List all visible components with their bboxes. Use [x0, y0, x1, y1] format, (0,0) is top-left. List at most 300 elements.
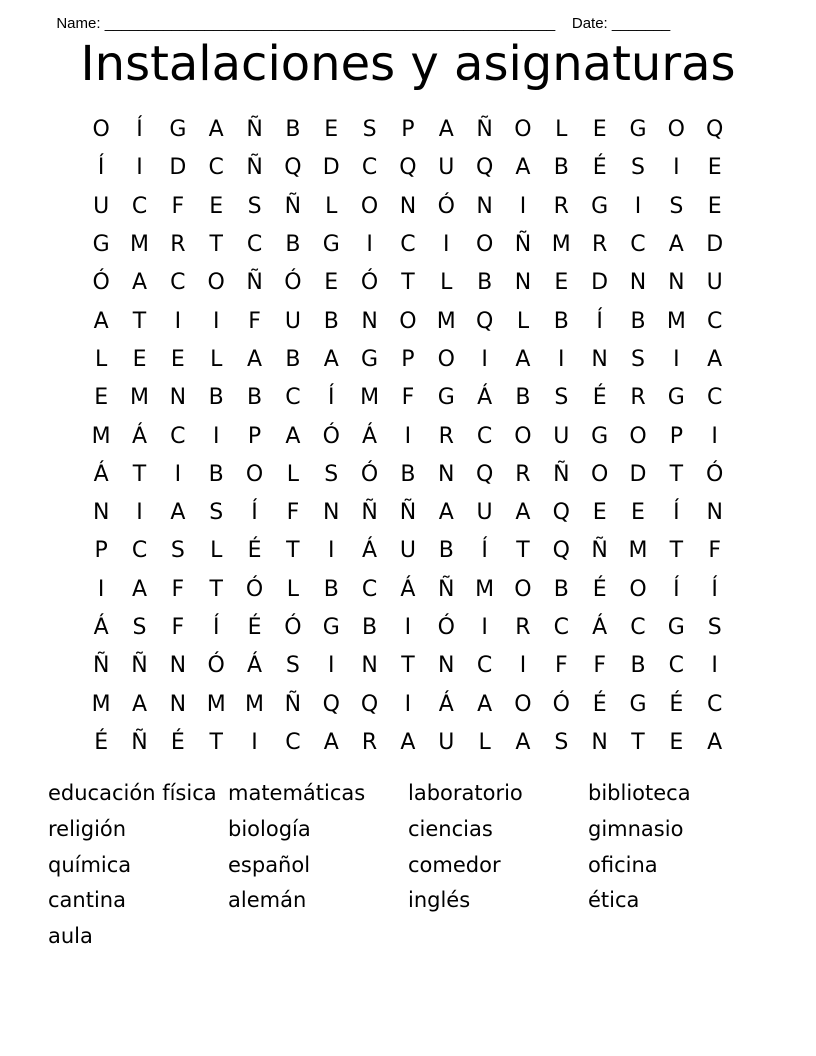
grid-letter: Ó [706, 461, 724, 487]
grid-letter: A [131, 691, 148, 717]
grid-letter: M [91, 691, 111, 717]
grid-letter: N [361, 308, 378, 334]
grid-letter: S [631, 155, 645, 181]
grid-letter: Ñ [246, 117, 263, 143]
grid-letter: S [324, 461, 339, 487]
grid-letter: C [706, 385, 723, 411]
grid-letter: Ñ [476, 117, 493, 143]
grid-letter: Í [212, 615, 220, 640]
grid-letter: A [400, 729, 416, 755]
grid-letter: G [322, 232, 340, 258]
grid-letter: E [707, 155, 722, 181]
grid-row [82, 379, 742, 417]
grid-letter: R [630, 385, 646, 411]
grid-letter: E [631, 500, 645, 526]
grid-letter: T [286, 538, 300, 564]
grid-letter: M [475, 576, 495, 602]
grid-letter: N [438, 653, 455, 679]
grid-row [82, 264, 742, 302]
grid-letter: I [366, 232, 373, 258]
grid-letter: B [285, 232, 301, 258]
grid-letter: T [209, 232, 223, 258]
grid-letter: O [207, 270, 225, 296]
grid-letter: I [481, 615, 488, 640]
grid-letter: B [323, 308, 339, 334]
grid-letter: F [286, 500, 300, 526]
grid-letter: C [361, 155, 378, 181]
grid-letter: C [170, 270, 186, 296]
grid-letter: I [558, 346, 565, 372]
grid-letter: O [629, 576, 647, 602]
grid-letter: G [591, 423, 609, 449]
grid-letter: I [212, 423, 220, 449]
grid-letter: Ó [322, 423, 340, 449]
word-bank-item: matemáticas [228, 781, 366, 805]
grid-letter: Á [247, 653, 263, 679]
grid-letter: U [438, 155, 455, 181]
grid-letter: S [631, 346, 645, 372]
grid-letter: Ó [360, 461, 379, 487]
grid-letter: I [136, 155, 143, 181]
grid-letter: T [132, 461, 147, 487]
grid-letter: R [361, 729, 378, 755]
grid-letter: C [208, 155, 224, 181]
grid-letter: G [591, 193, 609, 219]
grid-letter: F [171, 193, 185, 219]
grid-letter: B [285, 117, 301, 143]
grid-letter: Ñ [131, 653, 148, 679]
grid-letter: A [247, 346, 263, 372]
grid-letter: Q [552, 538, 570, 564]
grid-letter: A [515, 155, 531, 181]
grid-letter: I [404, 615, 412, 640]
grid-letter: P [94, 538, 108, 564]
grid-row [82, 456, 742, 494]
grid-letter: E [324, 270, 339, 296]
grid-letter: É [170, 729, 185, 755]
grid-letter: B [630, 308, 646, 334]
grid-letter: Q [399, 155, 417, 181]
grid-letter: S [170, 538, 185, 564]
grid-letter: Q [475, 461, 494, 487]
word-bank-item: religión [48, 816, 127, 841]
grid-letter: E [707, 193, 722, 219]
grid-letter: Á [592, 615, 608, 640]
grid-letter: F [593, 653, 606, 679]
grid-letter: I [673, 155, 680, 181]
grid-letter: D [169, 155, 187, 181]
grid-letter: I [97, 576, 105, 602]
grid-row [82, 724, 742, 762]
grid-letter: L [440, 270, 453, 296]
grid-letter: R [438, 423, 454, 449]
grid-letter: M [360, 385, 380, 411]
grid-letter: M [436, 308, 456, 334]
grid-letter: I [443, 232, 450, 258]
grid-letter: F [401, 385, 415, 411]
grid-letter: Í [673, 576, 680, 602]
grid-letter: C [706, 308, 723, 334]
grid-letter: S [554, 729, 569, 755]
grid-letter: N [591, 346, 608, 372]
grid-letter: N [706, 500, 723, 526]
grid-letter: P [669, 423, 683, 449]
grid-letter: Í [327, 385, 335, 411]
grid-letter: F [171, 615, 185, 640]
grid-letter: O [437, 346, 455, 372]
grid-letter: E [324, 117, 339, 143]
word-bank-item: ciencias [408, 816, 493, 841]
grid-letter: R [515, 461, 531, 487]
grid-letter: A [438, 500, 454, 526]
grid-letter: C [246, 232, 263, 258]
grid-letter: A [170, 500, 186, 526]
grid-letter: A [323, 346, 339, 372]
grid-letter: G [322, 615, 340, 640]
grid-letter: Ñ [92, 653, 110, 679]
grid-letter: É [592, 691, 607, 717]
grid-letter: G [437, 385, 455, 411]
grid-letter: I [174, 461, 182, 487]
grid-letter: A [438, 117, 454, 143]
grid-letter: L [210, 538, 223, 564]
grid-letter: I [327, 653, 335, 679]
grid-letter: N [668, 270, 685, 296]
grid-letter: M [666, 308, 686, 334]
grid-letter: A [477, 691, 493, 717]
grid-row [82, 188, 742, 226]
word-bank-item: inglés [408, 888, 471, 913]
grid-letter: S [285, 653, 300, 679]
grid-letter: N [361, 653, 378, 679]
grid-letter: S [362, 117, 377, 143]
grid-letter: P [401, 346, 415, 372]
grid-letter: P [247, 423, 262, 449]
grid-letter: Í [251, 500, 258, 526]
grid-letter: A [707, 729, 723, 755]
grid-letter: A [131, 576, 148, 602]
grid-letter: L [478, 729, 491, 755]
grid-letter: Á [477, 385, 493, 411]
grid-letter: Á [438, 691, 454, 717]
grid-letter: E [592, 117, 607, 143]
word-bank-item: oficina [588, 852, 658, 877]
grid-letter: Ó [284, 615, 302, 640]
grid-letter: R [515, 615, 531, 640]
grid-letter: Ó [360, 270, 379, 296]
grid-letter: Í [673, 500, 680, 526]
grid-letter: L [286, 576, 300, 602]
grid-letter: E [209, 193, 224, 219]
grid-letter: Q [475, 155, 494, 181]
grid-letter: I [481, 346, 488, 372]
grid-letter: S [707, 615, 722, 640]
grid-letter: Á [93, 461, 109, 487]
grid-letter: T [669, 461, 684, 487]
grid-letter: I [634, 193, 642, 219]
grid-row [82, 302, 742, 340]
grid-letter: Ó [207, 653, 225, 679]
grid-letter: I [212, 308, 220, 334]
grid-letter: Ó [284, 270, 302, 296]
grid-letter: Ó [245, 576, 264, 602]
grid-letter: U [399, 538, 416, 564]
grid-letter: N [629, 270, 647, 296]
grid-row [82, 111, 742, 149]
grid-letter: N [399, 193, 417, 219]
grid-letter: Í [136, 117, 143, 143]
word-bank [48, 776, 768, 955]
grid-letter: B [323, 576, 339, 602]
grid-letter: M [130, 232, 149, 258]
grid-letter: É [94, 729, 109, 755]
grid-letter: B [477, 270, 493, 296]
grid-letter: A [707, 346, 723, 372]
grid-letter: Ñ [246, 155, 263, 181]
grid-letter: C [131, 538, 148, 564]
grid-letter: Í [596, 308, 603, 334]
grid-letter: C [630, 232, 646, 258]
grid-letter: R [170, 232, 186, 258]
grid-letter: Ñ [438, 576, 455, 602]
grid-letter: Á [362, 423, 378, 449]
grid-letter: L [210, 346, 223, 372]
grid-letter: É [592, 576, 607, 602]
grid-letter: C [285, 729, 301, 755]
grid-letter: C [285, 385, 301, 411]
grid-letter: Ñ [284, 691, 302, 717]
grid-letter: U [284, 308, 301, 334]
grid-letter: C [400, 232, 416, 258]
grid-letter: C [630, 615, 646, 640]
grid-letter: É [247, 615, 262, 640]
grid-letter: L [555, 117, 568, 143]
grid-letter: B [362, 615, 378, 640]
grid-row [82, 226, 742, 264]
grid-letter: O [514, 117, 532, 143]
grid-letter: Q [475, 308, 494, 334]
grid-letter: T [516, 538, 530, 564]
grid-row [82, 494, 742, 532]
grid-letter: O [629, 423, 647, 449]
grid-letter: C [476, 423, 493, 449]
grid-row [82, 647, 742, 685]
grid-letter: E [669, 729, 684, 755]
grid-letter: S [132, 615, 147, 640]
grid-letter: É [592, 385, 607, 411]
page-title: Instalaciones y asignaturas [80, 36, 736, 92]
grid-letter: É [592, 155, 607, 181]
word-bank-item: gimnasio [588, 816, 684, 841]
grid-letter: Í [481, 538, 488, 564]
grid-row [82, 341, 742, 379]
grid-letter: É [669, 691, 684, 717]
grid-letter: N [514, 270, 532, 296]
grid-letter: G [169, 117, 187, 143]
grid-letter: L [325, 193, 338, 219]
grid-letter: N [476, 193, 493, 219]
grid-letter: N [323, 500, 340, 526]
grid-letter: B [515, 385, 531, 411]
grid-letter: Ñ [284, 193, 302, 219]
grid-letter: D [629, 461, 647, 487]
grid-letter: O [92, 117, 110, 143]
grid-letter: E [132, 346, 147, 372]
grid-letter: B [553, 308, 569, 334]
grid-letter: O [360, 193, 379, 219]
grid-letter: I [174, 308, 182, 334]
grid-letter: C [706, 691, 723, 717]
grid-letter: F [554, 653, 568, 679]
grid-letter: B [630, 653, 646, 679]
grid-letter: O [399, 308, 417, 334]
grid-letter: B [208, 385, 224, 411]
grid-letter: L [95, 346, 108, 372]
word-bank-item: química [48, 852, 132, 877]
grid-letter: I [136, 500, 143, 526]
grid-letter: R [553, 193, 569, 219]
grid-letter: L [516, 308, 530, 334]
grid-letter: N [591, 729, 608, 755]
grid-letter: T [401, 270, 415, 296]
grid-row [82, 609, 742, 647]
grid-letter: N [169, 653, 187, 679]
grid-letter: B [247, 385, 263, 411]
grid-letter: I [519, 193, 527, 219]
grid-row [82, 685, 742, 723]
grid-letter: M [130, 385, 149, 411]
grid-letter: I [251, 729, 258, 755]
word-bank-item: educación física [48, 781, 217, 805]
grid-letter: G [667, 615, 685, 640]
grid-letter: I [519, 653, 527, 679]
grid-letter: D [591, 270, 609, 296]
grid-row [82, 149, 742, 187]
grid-letter: F [708, 538, 721, 564]
grid-letter: Ó [437, 615, 455, 640]
word-bank-item: biología [228, 816, 311, 841]
grid-letter: T [209, 729, 223, 755]
word-bank-item: laboratorio [408, 781, 523, 805]
grid-letter: Q [322, 691, 340, 717]
grid-letter: G [667, 385, 685, 411]
grid-letter: U [476, 500, 493, 526]
grid-letter: A [93, 308, 109, 334]
word-bank-item: biblioteca [588, 781, 691, 805]
grid-letter: Á [93, 615, 109, 640]
grid-letter: Q [360, 691, 379, 717]
grid-letter: C [361, 576, 378, 602]
grid-letter: Q [706, 117, 724, 143]
grid-row [82, 571, 742, 609]
grid-letter: M [91, 423, 111, 449]
grid-letter: N [438, 461, 455, 487]
grid-letter: T [401, 653, 415, 679]
grid-letter: Í [711, 576, 718, 602]
word-bank-item: aula [48, 924, 93, 949]
word-bank-item: alemán [228, 888, 307, 913]
grid-letter: Q [284, 155, 302, 181]
grid-letter: I [327, 538, 335, 564]
grid-letter: S [247, 193, 262, 219]
grid-letter: S [209, 500, 224, 526]
word-bank-item: español [228, 852, 311, 877]
grid-letter: C [131, 193, 148, 219]
grid-letter: E [554, 270, 569, 296]
word-bank-item: ética [588, 888, 640, 913]
grid-letter: A [131, 270, 148, 296]
grid-letter: Ó [437, 193, 455, 219]
grid-letter: M [551, 232, 571, 258]
grid-letter: B [553, 576, 569, 602]
grid-letter: U [93, 193, 110, 219]
grid-letter: Ó [92, 270, 110, 296]
grid-letter: I [673, 346, 680, 372]
grid-letter: U [553, 423, 570, 449]
grid-letter: É [247, 538, 262, 564]
grid-letter: O [667, 117, 685, 143]
grid-letter: O [245, 461, 264, 487]
grid-letter: B [400, 461, 416, 487]
grid-letter: L [286, 461, 300, 487]
grid-letter: Ñ [399, 500, 417, 526]
grid-letter: Ñ [553, 461, 570, 487]
grid-letter: M [206, 691, 226, 717]
grid-letter: C [668, 653, 685, 679]
grid-letter: F [171, 576, 185, 602]
grid-letter: D [706, 232, 724, 258]
grid-letter: Ñ [131, 729, 148, 755]
grid-letter: S [554, 385, 569, 411]
grid-letter: M [245, 691, 265, 717]
grid-letter: B [285, 346, 301, 372]
grid-letter: Ñ [514, 232, 532, 258]
grid-letter: Ó [552, 691, 570, 717]
grid-letter: Q [552, 500, 570, 526]
grid-letter: G [629, 117, 647, 143]
grid-letter: O [514, 691, 532, 717]
grid-letter: N [169, 385, 187, 411]
word-bank-item: comedor [408, 852, 501, 877]
grid-letter: A [668, 232, 684, 258]
grid-letter: B [438, 538, 454, 564]
grid-letter: B [553, 155, 569, 181]
grid-letter: G [361, 346, 379, 372]
grid-letter: B [208, 461, 224, 487]
grid-letter: A [515, 346, 531, 372]
grid-letter: C [553, 615, 569, 640]
grid-letter: O [514, 576, 532, 602]
grid-letter: O [475, 232, 494, 258]
grid-letter: I [404, 691, 412, 717]
grid-letter: U [438, 729, 455, 755]
grid-letter: T [209, 576, 223, 602]
grid-letter: T [132, 308, 147, 334]
grid-letter: I [711, 653, 718, 679]
grid-letter: E [170, 346, 185, 372]
name-field-label: Name: ______________________________________________________ [56, 15, 556, 32]
grid-letter: M [628, 538, 648, 564]
word-bank-item: cantina [48, 888, 126, 913]
grid-letter: I [711, 423, 718, 449]
grid-letter: Í [97, 155, 105, 181]
grid-letter: A [208, 117, 224, 143]
grid-letter: A [515, 500, 531, 526]
grid-letter: C [476, 653, 493, 679]
date-field-label: Date: _______ [571, 15, 671, 32]
grid-letter: Ñ [361, 500, 378, 526]
grid-letter: A [515, 729, 531, 755]
